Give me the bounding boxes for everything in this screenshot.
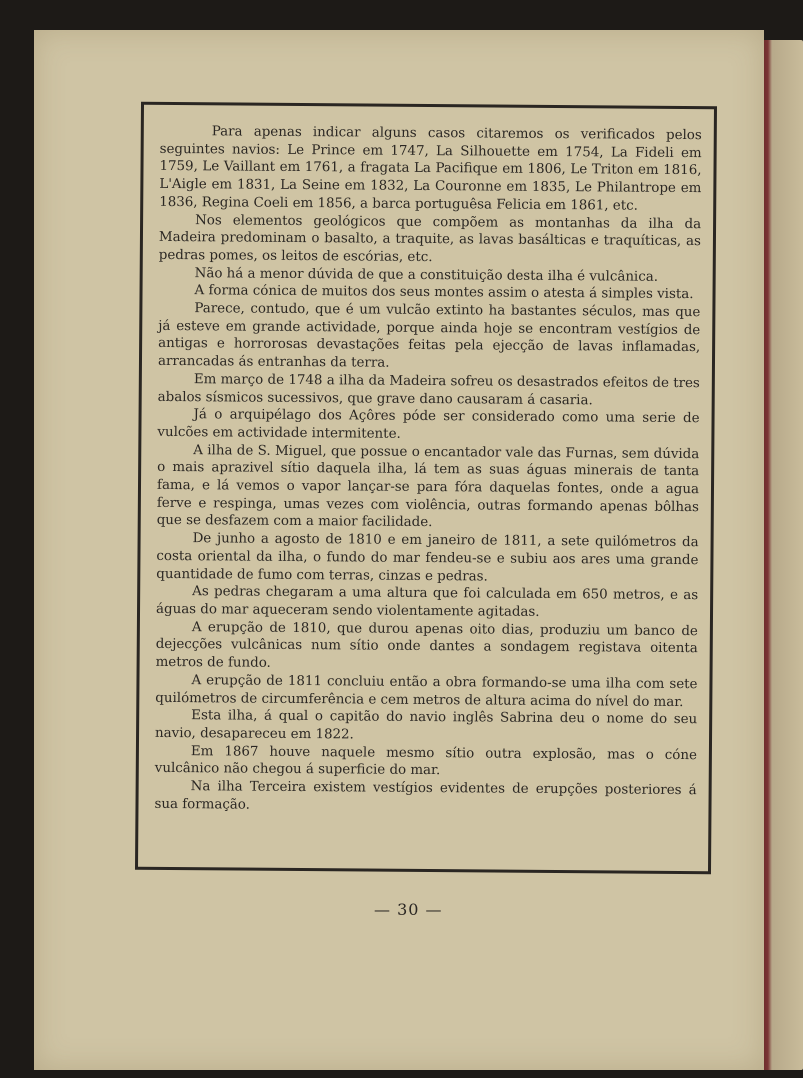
paragraph: Em 1867 houve naquele mesmo sítio outra explosão, mas o cóne vulcânico não chegou á superficie do mar. [154,743,697,779]
text-frame [135,102,717,875]
paragraph: De junho a agosto de 1810 e em janeiro de 1811, a sete quilómetros da costa oriental da ilha, o fundo do mar fendeu-se e subiu aos ares uma grande quantidade de fumo com terras, cinzas e pedras. [156,531,699,585]
paragraph: As pedras chegaram a uma altura que foi calculada em 650 metros, e as águas do mar aqueceram sendo violentamente agitadas. [155,584,699,620]
paragraph: Já o arquipélago dos Açôres póde ser considerado como uma serie de vulcões em actividade intermitente. [157,407,700,442]
paragraph: Em março de 1748 a ilha da Madeira sofreu os desastrados efeitos de tres abalos sísmicos sucessivos, que grave dano causaram á casaria. [157,372,700,408]
paragraph: Para apenas indicar alguns casos citaremos os verificados pelos seguintes navios: Le Prince em 1747, La Silhouette em 1754, La Fideli em 1759, Le Vaillant em 1761, a fragata La Pacifique em 1806, Le Triton em 1816, L'Aigle em 1831, La Seine em 1832, La Couronne em 1835, Le Philantrope em 1836, Regina Coeli em 1856, a barca portuguêsa Felicia em 1861, etc. [159,124,702,214]
paragraph: Nos elementos geológicos que compõem as montanhas da ilha da Madeira predominam o basalto, a traquite, as lavas basálticas e traquíticas, as pedras pomes, os leitos de escórias, etc. [158,212,702,265]
paragraph: Na ilha Terceira existem vestígios evidentes de erupções posteriores á sua formação. [154,779,697,813]
book-page [34,30,764,1070]
paragraph: A forma cónica de muitos dos seus montes assim o atesta á simples vista. [194,283,694,303]
paragraph: Não há a menor dúvida de que a constituição desta ilha é vulcânica. [194,265,659,285]
paragraph: A erupção de 1810, que durou apenas oito dias, produziu um banco de dejecções vulcânicas num sítio onde dantes a sondagem registava oitenta metros de fundo. [155,619,698,671]
page-number: — 30 — [374,900,443,919]
adjacent-page-edge [762,40,803,1070]
paragraph: A erupção de 1811 concluiu então a obra formando-se uma ilha com sete quilómetros de circumferência e cem metros de altura acima do nível do mar. [155,672,698,710]
body-text [154,123,701,818]
paragraph: Parece, contudo, que é um vulcão extinto ha bastantes séculos, mas que já esteve em grande actividade, porque ainda hoje se encontram vestígios de antigas e horrorosas devastações feitas pela ejecção de lavas inflamadas, arrancadas ás entranhas da terra. [157,301,701,371]
paragraph: Esta ilha, á qual o capitão do navio inglês Sabrina deu o nome do seu navio, desapareceu em 1822. [155,708,698,743]
paragraph: A ilha de S. Miguel, que possue o encantador vale das Furnas, sem dúvida o mais aprazivel sítio daquela ilha, lá tem as suas águas minerais de tanta fama, e lá vemos o vapor lançar-se para fóra daquelas fontes, onde a agua ferve e respinga, umas vezes com violência, outras formando apenas bôlhas que se desfazem com a maior facilidade. [156,442,700,531]
